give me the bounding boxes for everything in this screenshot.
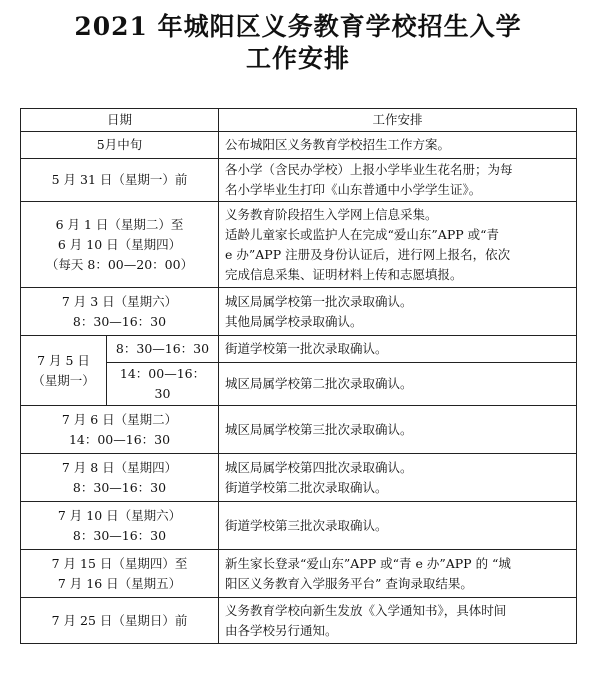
plan-line: 街道学校第二批次录取确认。 [225,479,388,495]
table-row [21,159,577,202]
document-title: 2021 年城阳区义务教育学校招生入学 [74,12,522,41]
date-line: 7 月 25 日（星期日）前 [51,612,188,628]
date-cell [21,406,219,454]
table-row [21,454,577,502]
date-line: 6 月 10 日（星期四） [57,236,182,252]
plan-line: e 办”APP 注册及身份认证后，进行网上报名，依次 [225,246,511,262]
plan-line: 新生家长登录“爱山东”APP 或“青 e 办”APP 的 “城 [225,555,511,571]
date-line: 5月中旬 [96,137,143,152]
document-subtitle: 工作安排 [245,44,350,73]
plan-line: 街道学校第三批次录取确认。 [225,517,388,533]
plan-line: 城区局属学校第一批次录取确认。 [225,293,413,309]
plan-cell [219,550,577,598]
date-cell [21,502,219,550]
plan-line: 由各学校另行通知。 [225,622,338,638]
plan-cell [219,132,577,159]
date-line: 8：30—16：30 [72,313,167,329]
header-date: 日期 [21,109,219,132]
table-row [21,132,577,159]
table-row [21,202,577,288]
plan-line: 义务教育学校向新生发放《入学通知书》，具体时间 [225,602,507,618]
date-line: 5 月 31 日（星期一）前 [51,172,188,187]
plan-line: 公布城阳区义务教育学校招生工作方案。 [225,137,451,152]
header-plan: 工作安排 [219,109,577,132]
date-cell [21,132,219,159]
plan-cell: 城区局属学校第二批次录取确认。 [219,363,577,406]
table-row [21,336,577,363]
table-row [21,598,577,644]
date-cell [21,550,219,598]
date-line: 8：30—16：30 [72,479,167,495]
plan-line: 城区局属学校第四批次录取确认。 [225,459,413,475]
table-row [21,502,577,550]
plan-line: 阳区义务教育入学服务平台” 查询录取结果。 [225,575,473,591]
plan-line: 其他局属学校录取确认。 [225,313,363,329]
date-line: 7 月 16 日（星期五） [57,575,182,591]
date-line: （每天 8：00—20：00） [45,256,194,272]
plan-line: 义务教育阶段招生入学网上信息采集。 [225,206,438,222]
date-line: 6 月 1 日（星期二）至 [55,216,184,232]
time-cell: 14：00—16：30 [107,363,219,406]
plan-cell [219,406,577,454]
date-cell [21,159,219,202]
plan-cell [219,454,577,502]
date-cell [21,202,219,288]
plan-cell [219,159,577,202]
table-row [21,406,577,454]
date-line: 7 月 8 日（星期四） [61,459,178,475]
plan-cell: 街道学校第一批次录取确认。 [219,336,577,363]
date-cell [21,336,107,406]
plan-line: 适龄儿童家长或监护人在完成“爱山东”APP 或“青 [225,226,500,242]
date-line: 7 月 15 日（星期四）至 [51,555,188,571]
plan-line: 名小学毕业生打印《山东普通中小学学生证》。 [225,182,482,197]
date-cell [21,454,219,502]
date-line: 7 月 10 日（星期六） [57,507,182,523]
plan-cell [219,502,577,550]
table-row [21,550,577,598]
date-line: 7 月 6 日（星期二） [61,411,178,427]
date-cell [21,288,219,336]
plan-line: 各小学（含民办学校）上报小学毕业生花名册；为每 [225,162,513,177]
plan-cell [219,598,577,644]
date-line: （星期一） [32,372,95,388]
date-line: 14：00—16：30 [68,431,171,447]
date-line: 7 月 3 日（星期六） [61,293,178,309]
plan-cell [219,202,577,288]
plan-line: 城区局属学校第三批次录取确认。 [225,421,413,437]
plan-line: 完成信息采集、证明材料上传和志愿填报。 [225,266,463,282]
date-line: 7 月 5 日 [37,352,90,368]
time-cell: 8：30—16：30 [107,336,219,363]
table-row [21,288,577,336]
schedule-table [20,108,577,644]
date-cell [21,598,219,644]
plan-cell [219,288,577,336]
date-line: 8：30—16：30 [72,527,167,543]
table-header-row [21,109,577,132]
